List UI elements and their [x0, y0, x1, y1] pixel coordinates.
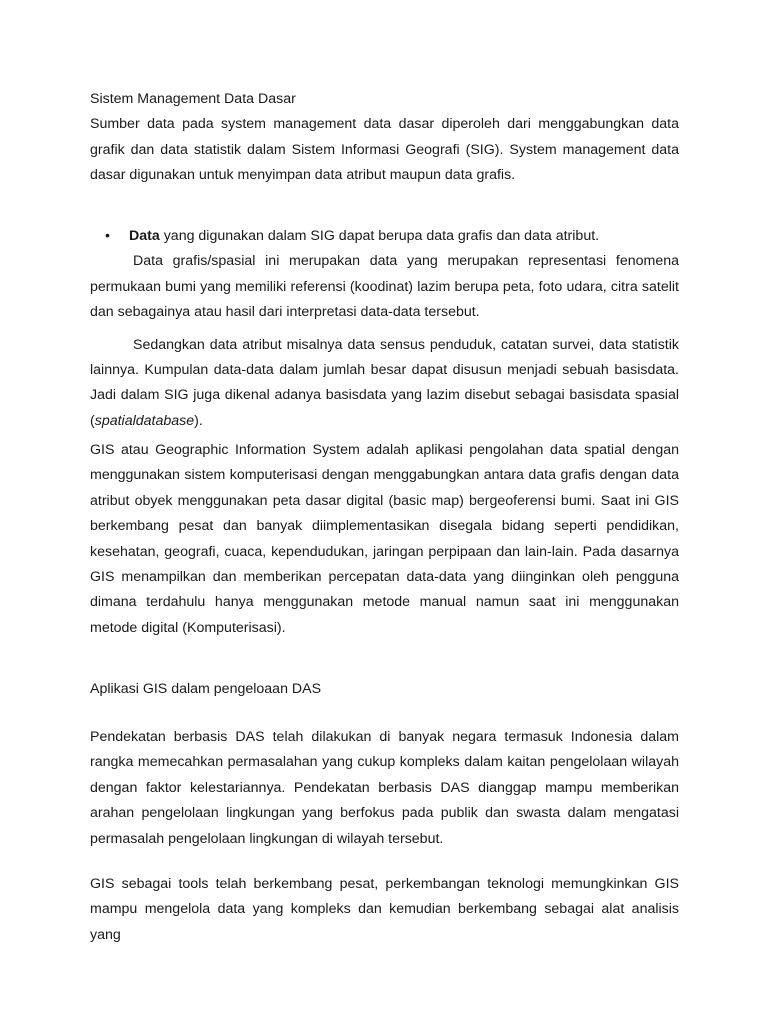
bullet-icon: •: [105, 228, 110, 244]
paragraph-data-grafis: Data grafis/spasial ini merupakan data yang merupakan representasi fenomena permukaan bumi yang memiliki referensi (koodinat) lazim berupa peta, foto udara, citra satelit dan sebagainya atau hasil dari interpretasi data-data tersebut.: [90, 253, 679, 321]
das-section: [90, 725, 679, 852]
atribut-italic-term: spatialdatabase: [94, 412, 195, 429]
paragraph-gis-definition: GIS atau Geographic Information System adalah aplikasi pengolahan data spatial dengan menggunakan sistem komputerisasi dengan menggabungkan antara data grafis dengan data atribut obyek menggunakan peta dasar digital (basic map) bergeoferensi bumi. Saat ini GIS berkembang pesat dan banyak diimplementasikan disegala bidang seperti pendidikan, kesehatan, geografi, cuaca, kependudukan, jaringan perpipaan dan lain-lain. Pada dasarnya GIS menampilkan dan memberikan percepatan data-data yang diinginkan oleh pengguna dimana terdahulu hanya menggunakan metode manual namun saat ini menggunakan metode digital (Komputerisasi).: [90, 442, 679, 636]
intro-paragraph: Sumber data pada system management data dasar diperoleh dari menggabungkan data grafik dan data statistik dalam Sistem Informasi Geografi (SIG). System management data dasar digunakan untuk menyimpan data atribut maupun data grafis.: [90, 116, 679, 184]
paragraph-gis-tools: GIS sebagai tools telah berkembang pesat, perkembangan teknologi memungkinkan GIS mampu mengelola data yang kompleks dan kemudian berkembang sebagai alat analisis yang: [90, 876, 679, 943]
gis-section: [90, 438, 679, 641]
bullet-lead-term: Data: [129, 228, 160, 244]
paragraph-das-approach: Pendekatan berbasis DAS telah dilakukan di banyak negara termasuk Indonesia dalam rangka memecahkan permasalahan yang cukup kompleks dalam kaitan pengelolaan wilayah dengan faktor kelestariannya. Pendekatan berbasis DAS dianggap mampu memberikan arahan pengelolaan lingkungan yang berfokus pada publik dan swasta dalam mengatasi permasalah pengelolaan lingkungan di wilayah tersebut.: [90, 729, 679, 847]
document-title: Sistem Management Data Dasar: [90, 91, 296, 107]
bullet-section: [90, 224, 679, 434]
das-heading-section: [90, 677, 679, 702]
paragraph-data-atribut: [90, 333, 679, 435]
bullet-item: [90, 224, 679, 249]
atribut-suffix: ).: [194, 412, 203, 429]
bullet-text: yang digunakan dalam SIG dapat berupa data grafis dan data atribut.: [159, 228, 600, 244]
intro-section: [90, 87, 679, 189]
atribut-text: Sedangkan data atribut misalnya data sensus penduduk, catatan survei, data statistik lainnya. Kumpulan data-data dalam jumlah besar dapat disusun menjadi sebuah basisdata. Jadi dalam SIG juga dikenal adanya basisdata yang lazim disebut sebagai basisdata spasial (: [90, 336, 679, 429]
tools-section: [90, 872, 679, 948]
section-heading-das: Aplikasi GIS dalam pengeloaan DAS: [90, 681, 322, 697]
